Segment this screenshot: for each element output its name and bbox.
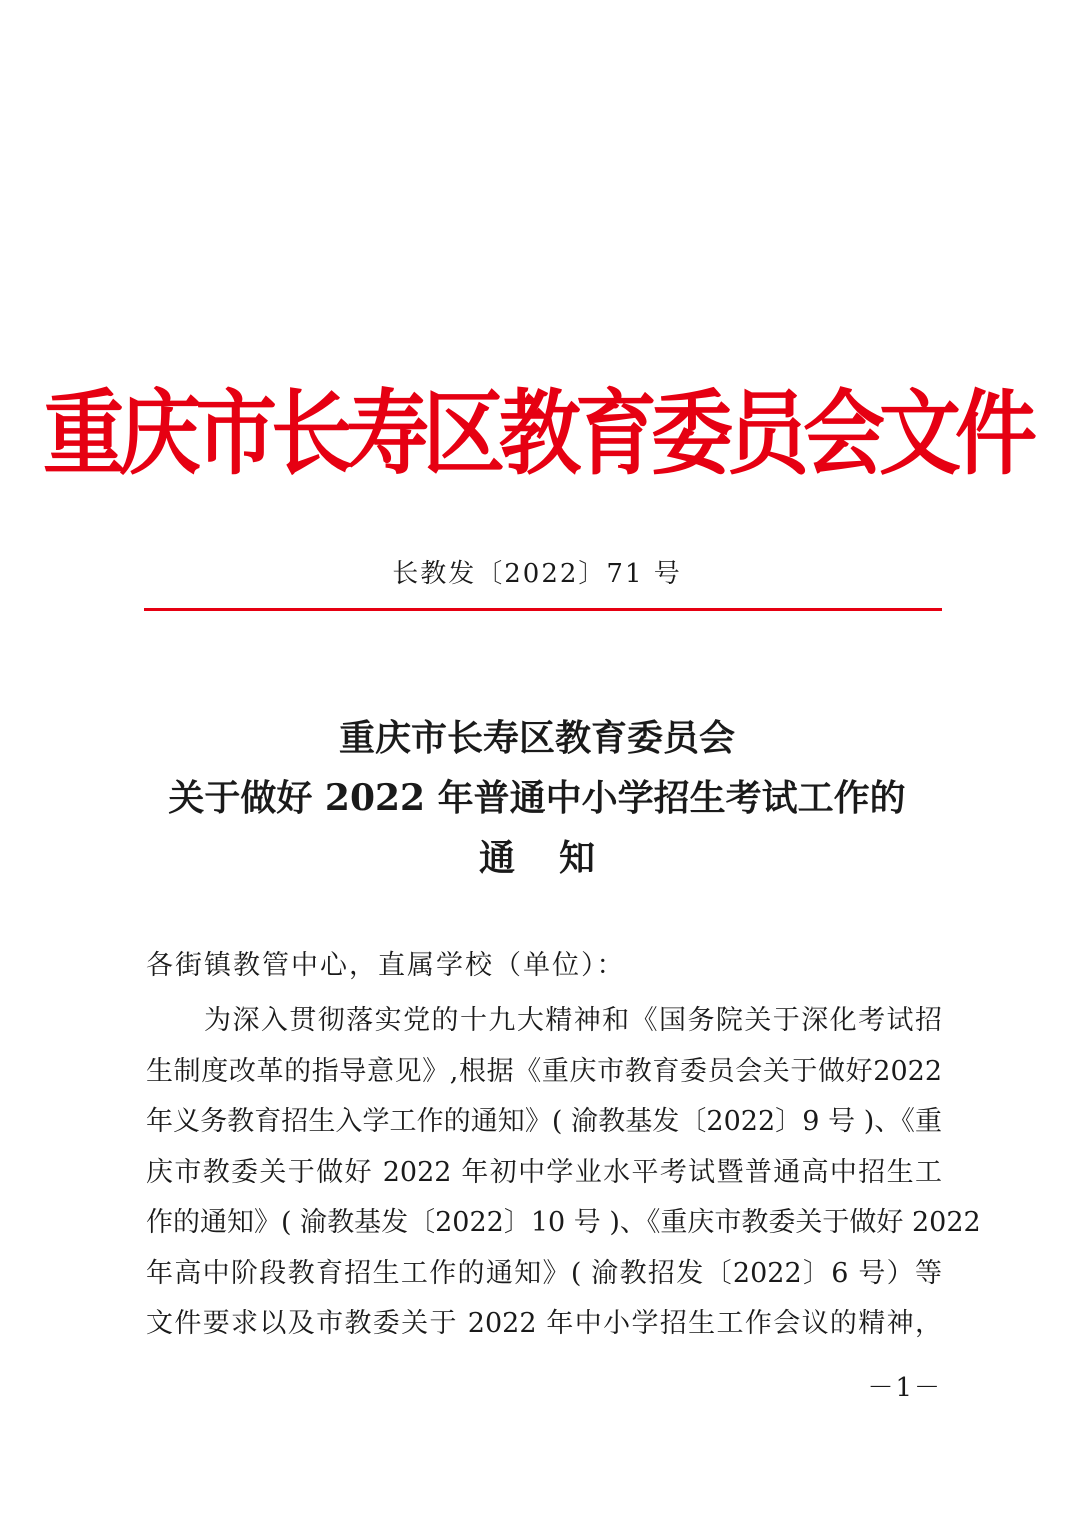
body-line: 为深入贯彻落实党的十九大精神和《国务院关于深化考试招 (204, 1005, 942, 1036)
title-line-3: 通知 (478, 837, 639, 879)
body-paragraph (146, 996, 981, 1350)
body-line: 年义务教育招生入学工作的通知》( 渝教基发〔2022〕9 号 )、《重 (146, 1106, 942, 1137)
salutation: 各街镇教管中心，直属学校（单位）： (146, 950, 626, 981)
document-number: 长教发〔2022〕71 号 (392, 559, 682, 589)
masthead-title: 重庆市长寿区教育委员会文件 (42, 380, 1031, 488)
body-line: 年高中阶段教育招生工作的通知》( 渝教招发〔2022〕6 号）等 (146, 1257, 942, 1289)
document-title (0, 708, 1074, 888)
page-number: －1－ (867, 1373, 942, 1403)
title-line-1: 重庆市长寿区教育委员会 (338, 717, 735, 759)
body-line: 庆市教委关于做好 2022 年初中学业水平考试暨普通高中招生工 (146, 1156, 942, 1188)
red-separator-line (144, 608, 942, 611)
body-line: 作的通知》( 渝教基发〔2022〕10 号 )、《重庆市教委关于做好 2022 (146, 1207, 981, 1238)
body-line: 生制度改革的指导意见》,根据《重庆市教育委员会关于做好2022 (146, 1055, 942, 1087)
title-line-2: 关于做好 2022 年普通中小学招生考试工作的 (168, 777, 906, 819)
body-line: 文件要求以及市教委关于 2022 年中小学招生工作会议的精神， (146, 1308, 942, 1339)
